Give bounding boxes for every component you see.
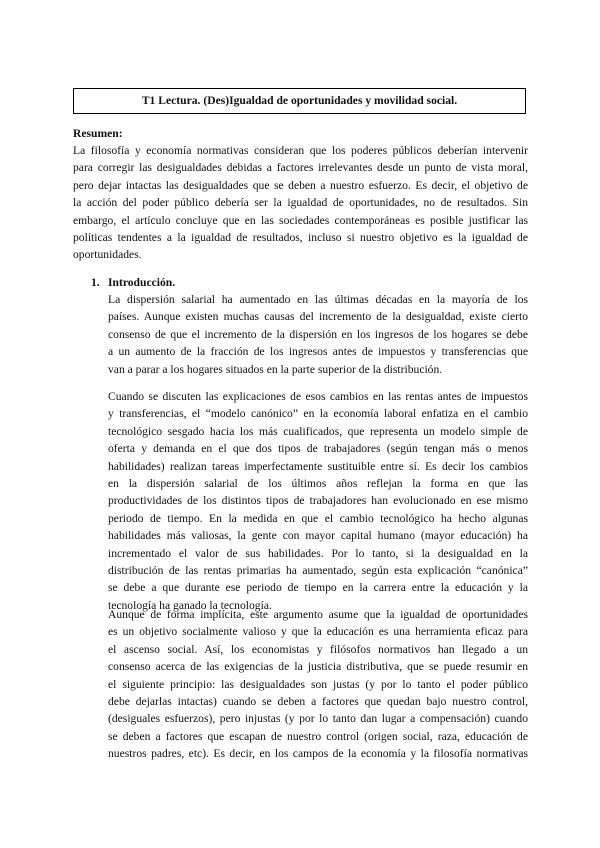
paragraph-line: incrementado el valor de sus habilidades. Por lo tanto, si la desigualdad en la bbox=[108, 546, 528, 560]
paragraph-2 bbox=[108, 388, 528, 614]
paragraph-line: se debe a que durante ese periodo de tiempo en la carrera entre la educación y la bbox=[108, 581, 528, 595]
paragraph-line: productividades de los distintos tipos de trabajadores han evolucionado en ese mismo bbox=[108, 494, 528, 508]
paragraph-line: distribución de las rentas primarias ha aumentado, según esta explicación “canónica” bbox=[108, 564, 528, 578]
paragraph-line: tecnológico sesgado hacia los más cualificados, que representa un modelo simple de bbox=[108, 424, 528, 438]
summary-line: La filosofía y economía normativas consideran que los poderes públicos deberían intervenir bbox=[73, 144, 528, 157]
paragraph-3 bbox=[108, 606, 528, 763]
paragraph-line: el ascenso social. Así, los economistas y filósofos normativos han llegado a un bbox=[108, 642, 528, 656]
paragraph-line: se deben a factores que escapan de nuestro control (origen social, raza, educación de bbox=[108, 729, 528, 743]
paragraph-line: consenso acerca de las exigencias de la justicia distributiva, que se puede resumir en bbox=[108, 660, 528, 674]
section-number: 1. bbox=[91, 276, 100, 289]
paragraph-line: oferta y demanda en el que dos tipos de trabajadores (según tengan más o menos bbox=[108, 442, 528, 456]
paragraph-line: tecnología ha ganado la tecnología. bbox=[108, 598, 272, 612]
summary-line: embargo, el artículo concluye que en las sociedades contemporáneas es posible justificar las bbox=[73, 213, 528, 227]
paragraph-line: el siguiente principio: las desigualdades son justas (y por lo tanto el poder público bbox=[108, 677, 528, 691]
summary-line: para corregir las desigualdades debidas a factores irrelevantes desde un punto de vista moral, bbox=[73, 161, 528, 175]
summary-heading: Resumen: bbox=[73, 127, 123, 140]
paragraph-line: debe dejarlas intactas) cuando se deben a factores que quedan bajo nuestro control, bbox=[108, 695, 528, 709]
document-title: T1 Lectura. (Des)Igualdad de oportunidades y movilidad social. bbox=[141, 94, 458, 108]
paragraph-line: y transferencias, el “modelo canónico” en la economía laboral enfatiza en el cambio bbox=[108, 407, 528, 421]
section-heading bbox=[91, 274, 175, 291]
paragraph-line: Cuando se discuten las explicaciones de esos cambios en las rentas antes de impuestos bbox=[108, 390, 528, 403]
paragraph-line: periodo de tiempo. En la medida en que el cambio tecnológico ha hecho algunas bbox=[108, 511, 528, 525]
section-title: Introducción. bbox=[108, 276, 176, 289]
paragraph-line: habilidades más valiosas, la gente con mayor capital humano (mayor educación) ha bbox=[108, 529, 528, 543]
summary-line: pero dejar intactas las desigualdades que se deben a nuestro esfuerzo. Es decir, el objetivo de bbox=[73, 178, 528, 192]
paragraph-line: consenso de que el incremento de la dispersión en los ingresos de los hogares se debe bbox=[108, 327, 528, 341]
document-title-box bbox=[73, 88, 526, 114]
summary-line: políticas tendentes a la igualdad de resultados, incluso si nuestro objetivo es la igualdad de bbox=[73, 231, 528, 245]
paragraph-line: es un objetivo socialmente valioso y que la educación es una herramienta eficaz para bbox=[108, 625, 528, 639]
paragraph-line: habilidades) realizan tareas imperfectamente sustituible entre sí. Es decir los cambios bbox=[108, 459, 528, 473]
paragraph-line: van a parar a los hogares situados en la parte superior de la distribución. bbox=[108, 362, 443, 376]
summary-paragraph bbox=[73, 142, 528, 264]
summary-line: oportunidades. bbox=[73, 248, 142, 262]
paragraph-line: países. Aunque existen muchas causas del incremento de la desigualdad, existe cierto bbox=[108, 310, 528, 324]
paragraph-line: nuestros padres, etc). Es decir, en los campos de la economía y la filosofía normativas bbox=[108, 747, 528, 761]
paragraph-line: en la dispersión salarial de los últimos años reflejan la forma en que las bbox=[108, 477, 528, 491]
paragraph-1 bbox=[108, 291, 528, 378]
summary-line: la acción del poder público debería ser la igualdad de oportunidades, no de resultados. Sin bbox=[73, 196, 528, 210]
paragraph-line: (desiguales esfuerzos), pero injustas (y por lo tanto dan lugar a compensación) cuando bbox=[108, 712, 528, 726]
paragraph-line: a un aumento de la fracción de los ingresos antes de impuestos y transferencias que bbox=[108, 345, 528, 359]
paragraph-line: La dispersión salarial ha aumentado en las últimas décadas en la mayoría de los bbox=[108, 293, 528, 306]
paragraph-line: Aunque de forma implícita, este argumento asume que la igualdad de oportunidades bbox=[108, 608, 528, 621]
